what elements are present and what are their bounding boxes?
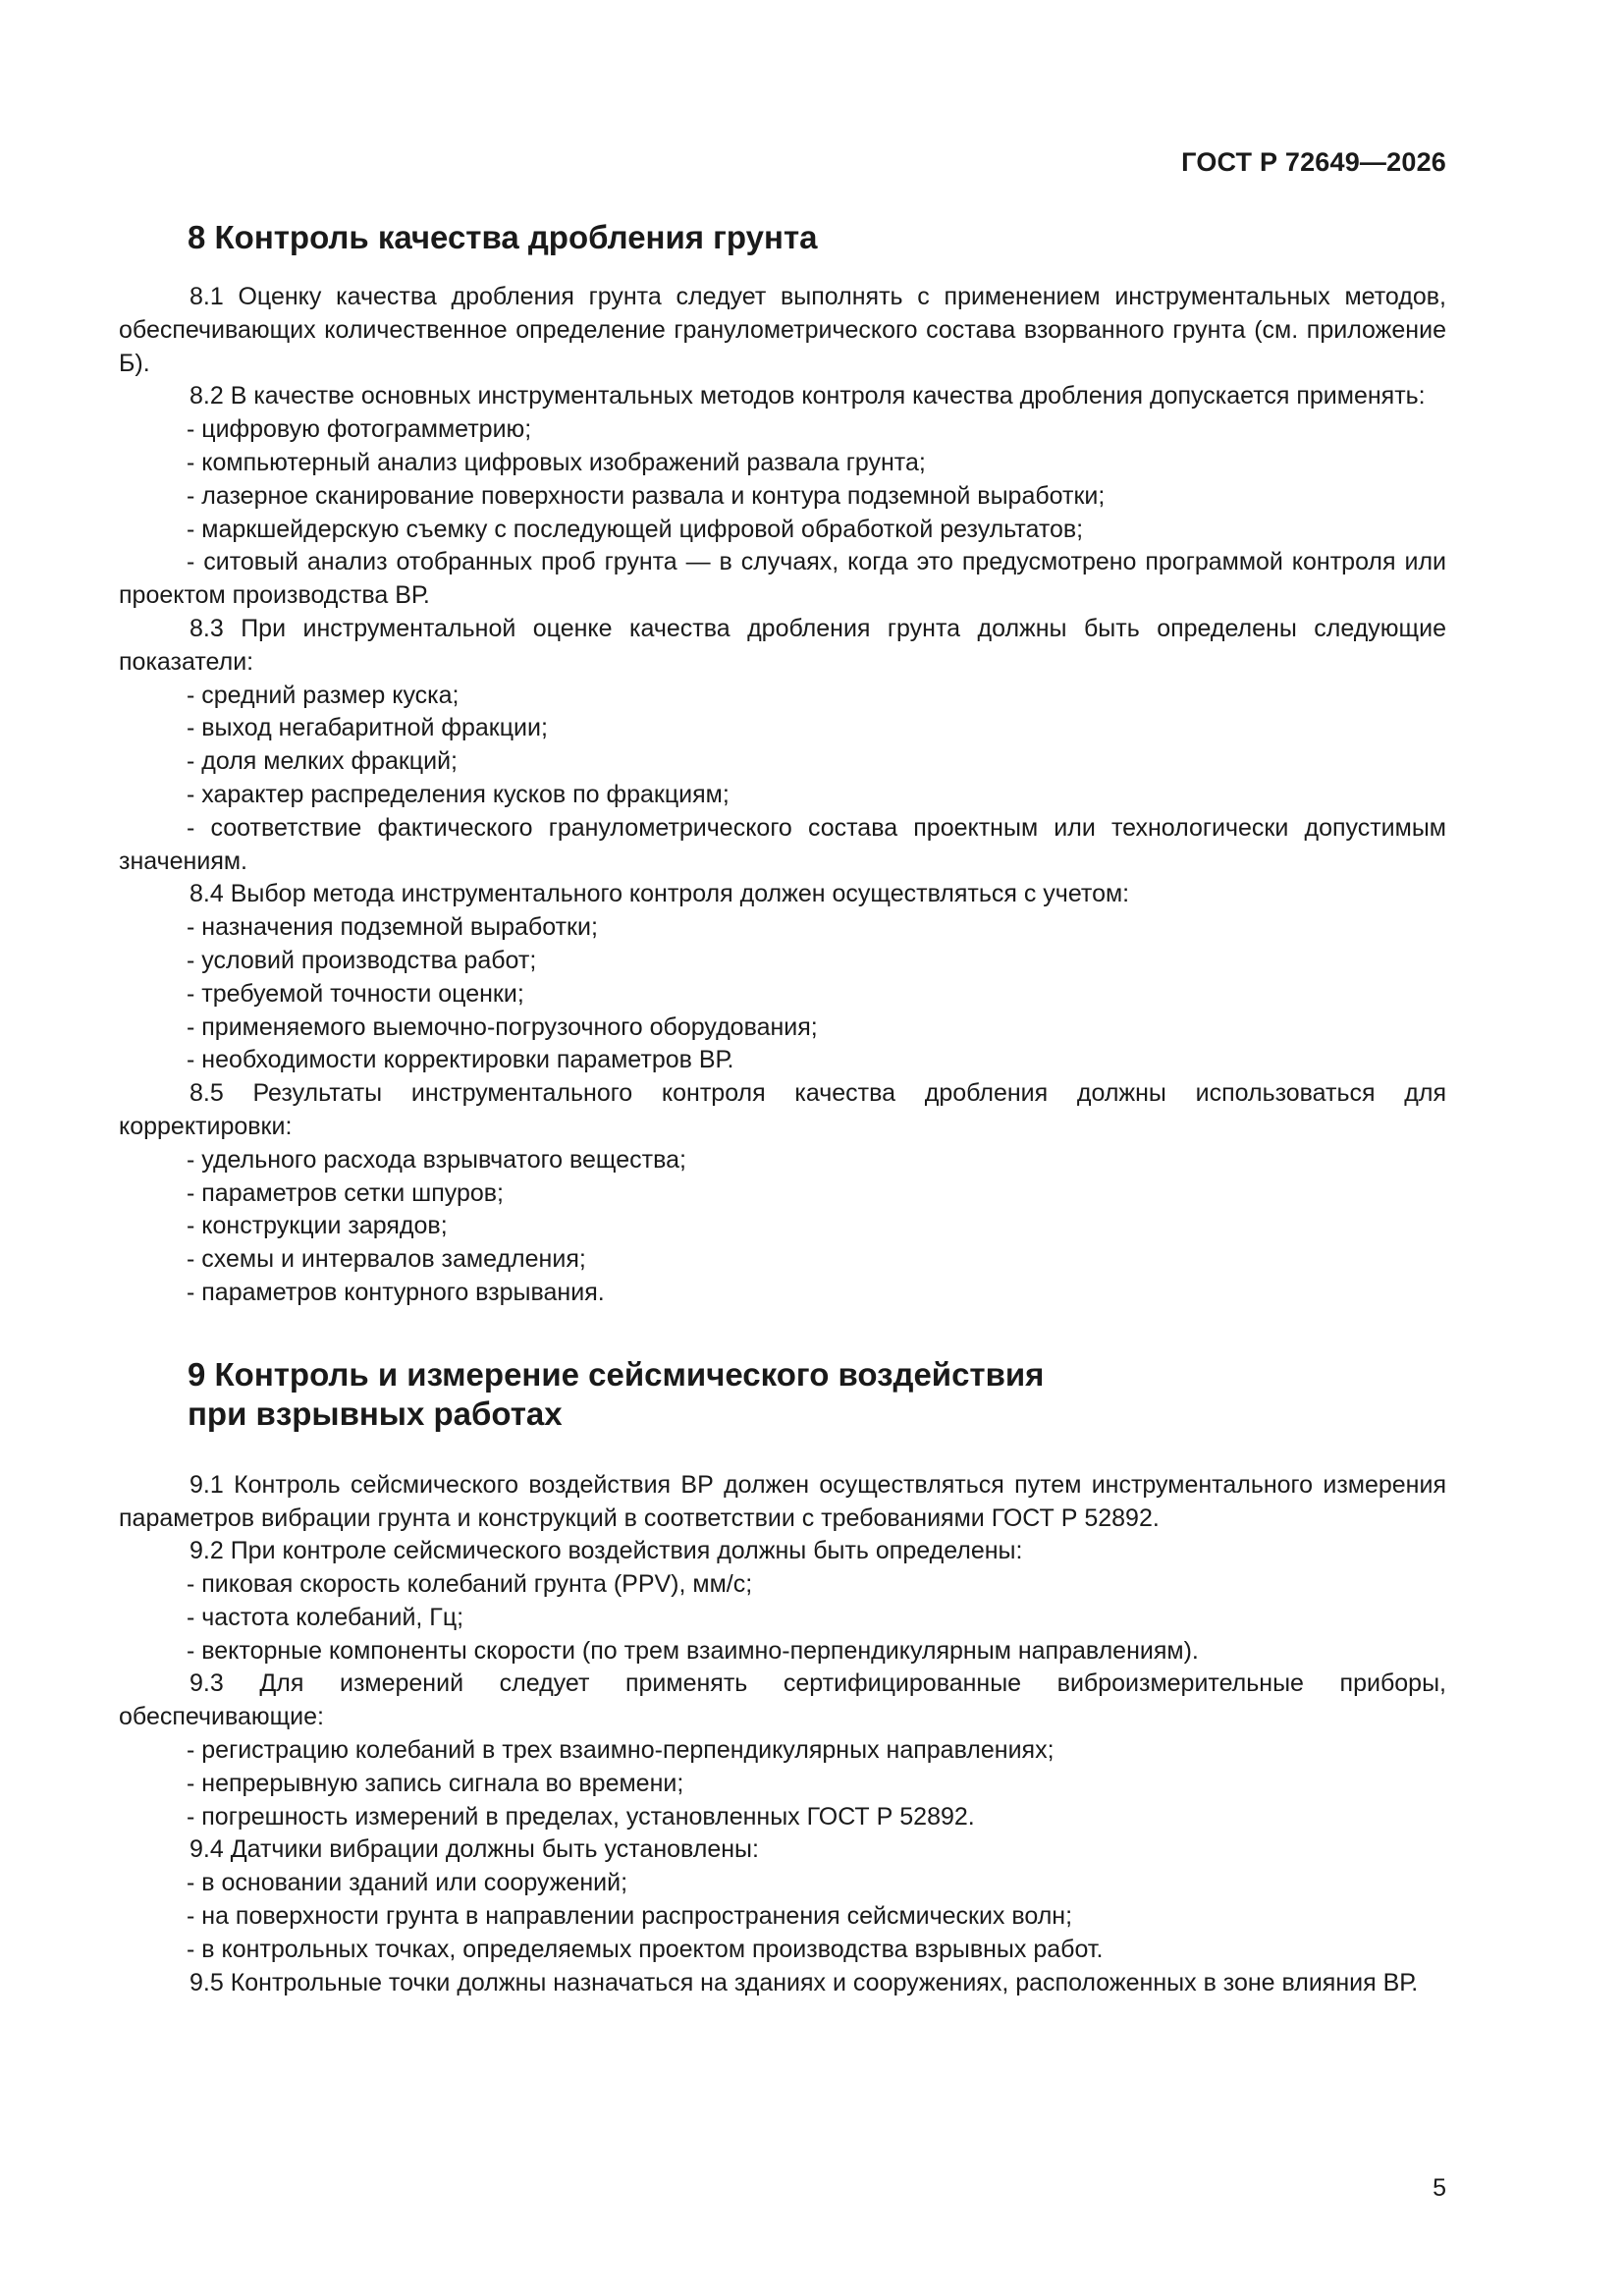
list-item: - векторные компоненты скорости (по трем взаимно-перпендикулярным направлениям). (187, 1636, 1199, 1665)
list-item: - характер распределения кусков по фракциям; (187, 780, 730, 808)
page-content (119, 218, 1446, 1999)
list-item: - в контрольных точках, определяемых проектом производства взрывных работ. (187, 1935, 1104, 1963)
paragraph-9-4: 9.4 Датчики вибрации должны быть установлены: (189, 1835, 759, 1864)
list-item: - ситовый анализ отобранных проб грунта — в случаях, когда это предусмотрено программой контроля или проектом производства ВР. (119, 548, 1446, 610)
list-item: - компьютерный анализ цифровых изображений развала грунта; (187, 448, 926, 476)
list-item: - назначения подземной выработки; (187, 913, 598, 942)
list-item: - маркшейдерскую съемку с последующей цифровой обработкой результатов; (187, 515, 1084, 543)
paragraph-8-5: 8.5 Результаты инструментального контроля качества дробления должны использоваться для корректировки: (119, 1079, 1446, 1140)
list-item: - параметров сетки шпуров; (187, 1178, 504, 1207)
paragraph-8-1: 8.1 Оценку качества дробления грунта следует выполнять с применением инструментальных методов, обеспечивающих количественное определение гранулометрического состава взорванного грунта (см. приложение Б). (119, 283, 1446, 377)
list-item: - применяемого выемочно-погрузочного оборудования; (187, 1012, 818, 1041)
section-9-heading-line-1: 9 Контроль и измерение сейсмического воздействия (188, 1355, 1045, 1393)
list-item: - соответствие фактического гранулометрического состава проектным или технологически допустимым значениям. (119, 813, 1446, 875)
list-item: - регистрацию колебаний в трех взаимно-перпендикулярных направлениях; (187, 1736, 1055, 1765)
list-item: - частота колебаний, Гц; (187, 1603, 464, 1631)
list-item: - конструкции зарядов; (187, 1212, 448, 1240)
section-9-heading (119, 1355, 1446, 1434)
list-item: - требуемой точности оценки; (187, 979, 524, 1008)
list-item: - средний размер куска; (187, 681, 460, 709)
list-item: - удельного расхода взрывчатого вещества; (187, 1145, 686, 1174)
list-item: - лазерное сканирование поверхности развала и контура подземной выработки; (187, 481, 1106, 510)
list-item: - выход негабаритной фракции; (187, 714, 548, 742)
paragraph-8-4: 8.4 Выбор метода инструментального контроля должен осуществляться с учетом: (189, 880, 1130, 908)
paragraph-8-3: 8.3 При инструментальной оценке качества дробления грунта должны быть определены следующие показатели: (119, 614, 1446, 676)
list-item: - необходимости корректировки параметров ВР. (187, 1046, 734, 1074)
list-item: - погрешность измерений в пределах, установленных ГОСТ Р 52892. (187, 1802, 975, 1831)
paragraph-9-1: 9.1 Контроль сейсмического воздействия ВР должен осуществляться путем инструментального измерения параметров вибрации грунта и конструкций в соответствии с требованиями ГОСТ Р 52892. (119, 1470, 1446, 1532)
list-item: - на поверхности грунта в направлении распространения сейсмических волн; (187, 1902, 1073, 1931)
paragraph-9-3: 9.3 Для измерений следует применять сертифицированные виброизмерительные приборы, обеспечивающие: (119, 1669, 1446, 1731)
list-item: - цифровую фотограмметрию; (187, 415, 532, 444)
list-item: - схемы и интервалов замедления; (187, 1245, 586, 1274)
paragraph-8-2: 8.2 В качестве основных инструментальных методов контроля качества дробления допускается применять: (189, 382, 1426, 410)
section-8 (119, 218, 1446, 1310)
list-item: - в основании зданий или сооружений; (187, 1869, 628, 1897)
list-item: - пиковая скорость колебаний грунта (PPV), мм/с; (187, 1570, 753, 1599)
document-code: ГОСТ Р 72649—2026 (1181, 147, 1446, 177)
paragraph-9-5: 9.5 Контрольные точки должны назначаться на зданиях и сооружениях, расположенных в зоне влияния ВР. (189, 1968, 1419, 1996)
page-number: 5 (1433, 2174, 1446, 2202)
section-9 (119, 1355, 1446, 2000)
paragraph-9-2: 9.2 При контроле сейсмического воздействия должны быть определены: (189, 1537, 1023, 1565)
list-item: - доля мелких фракций; (187, 747, 458, 776)
list-item: - условий производства работ; (187, 946, 537, 974)
section-9-heading-line-2: при взрывных работах (188, 1394, 563, 1432)
section-8-heading: 8 Контроль качества дробления грунта (188, 219, 818, 255)
list-item: - непрерывную запись сигнала во времени; (187, 1769, 684, 1797)
list-item: - параметров контурного взрывания. (187, 1278, 605, 1306)
